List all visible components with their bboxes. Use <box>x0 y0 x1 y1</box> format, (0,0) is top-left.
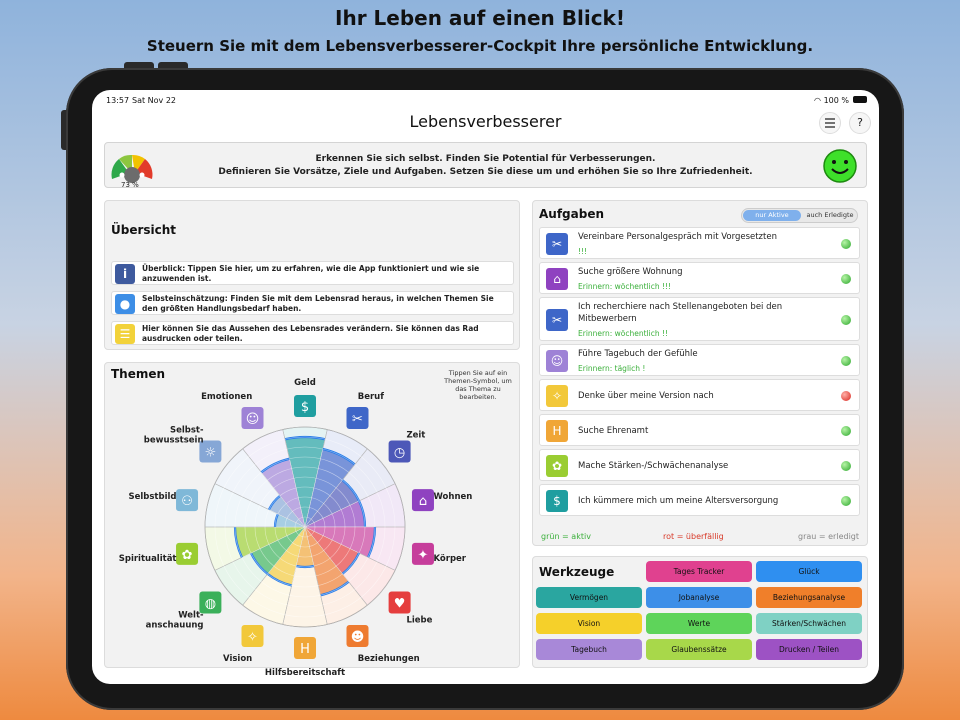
task-item[interactable] <box>539 484 860 516</box>
topic-label: Selbst-bewusstsein <box>143 425 204 446</box>
sliders-icon: ☰ <box>115 324 135 344</box>
house-icon: ⌂ <box>546 268 568 290</box>
task-reminder: !!! <box>578 247 588 256</box>
status-time: 13:57 <box>106 96 130 105</box>
task-item[interactable] <box>539 262 860 294</box>
task-item[interactable] <box>539 297 860 341</box>
status-dot <box>841 315 851 325</box>
task-item[interactable] <box>539 227 860 259</box>
topic-glyph: ⚇ <box>181 494 193 510</box>
topic-label: Welt-anschauung <box>145 610 204 631</box>
money-icon: $ <box>546 490 568 512</box>
status-dot <box>841 426 851 436</box>
topic-label: Vision <box>223 654 253 665</box>
topic-label: Beziehungen <box>357 654 420 665</box>
tool-button[interactable]: Stärken/Schwächen <box>756 613 862 634</box>
tools-icon: ✂ <box>546 309 568 331</box>
overview-panel <box>104 200 520 350</box>
topic-label: Liebe <box>406 615 433 626</box>
status-battery-text: ◠ 100 % <box>814 96 849 105</box>
topic-glyph: ◷ <box>393 445 406 461</box>
task-filter <box>741 208 858 223</box>
topic-glyph: ☻ <box>350 630 365 646</box>
topic-glyph: $ <box>300 400 310 415</box>
battery-icon <box>853 96 867 103</box>
help-sign-icon[interactable] <box>294 637 316 659</box>
topic-glyph: ☼ <box>204 445 217 461</box>
tool-button[interactable]: Vermögen <box>536 587 642 608</box>
help-icon: ? <box>857 116 863 129</box>
task-item[interactable] <box>539 414 860 446</box>
topic-label: Hilfsbereitschaft <box>264 668 346 678</box>
tool-button[interactable]: Tagebuch <box>536 639 642 660</box>
task-reminder: Erinnern: täglich ! <box>578 364 646 373</box>
task-text: Mache Stärken-/Schwächenanalyse <box>578 461 729 471</box>
task-text: Denke über meine Version nach <box>578 391 714 401</box>
tasks-title: Aufgaben <box>539 207 605 221</box>
tool-button[interactable]: Drucken / Teilen <box>756 639 862 660</box>
topic-label: Emotionen <box>201 391 253 402</box>
task-reminder: Erinnern: wöchentlich !! <box>578 329 668 338</box>
app-screen <box>92 90 879 684</box>
topic-glyph: ✦ <box>417 547 429 563</box>
smiley-icon <box>822 148 858 184</box>
task-text: Ich recherchiere nach Stellenangeboten bei den Mitbewerbern <box>578 302 783 324</box>
tools-panel <box>532 556 868 668</box>
themes-hint: Tippen Sie auf ein Themen-Symbol, um das Thema zu bearbeiten. <box>444 369 512 401</box>
task-text: Suche größere Wohnung <box>578 267 683 277</box>
topic-glyph: H <box>300 642 310 657</box>
task-text: Führe Tagebuch der Gefühle <box>578 349 698 359</box>
money-icon[interactable] <box>294 395 316 417</box>
topic-label: Selbstbild <box>128 491 177 502</box>
topic-label: Körper <box>433 554 467 565</box>
menu-icon <box>824 118 836 128</box>
menu-button[interactable] <box>819 112 841 134</box>
tools-icon: ✂ <box>546 233 568 255</box>
pray-icon: ✿ <box>546 455 568 477</box>
person-icon: ● <box>115 294 135 314</box>
people-icon[interactable] <box>346 625 368 647</box>
tool-button[interactable]: Tages Tracker <box>646 561 752 582</box>
emotion-icon[interactable] <box>242 407 264 429</box>
tool-button[interactable]: Glück <box>756 561 862 582</box>
legend-grey: grau = erledigt <box>798 532 859 541</box>
status-date: Sat Nov 22 <box>132 96 176 105</box>
tool-button[interactable]: Glaubenssätze <box>646 639 752 660</box>
themes-title: Themen <box>111 367 166 381</box>
topic-label: Geld <box>294 378 316 388</box>
topic-label: Spiritualität <box>118 554 177 565</box>
overview-item-text: Selbsteinschätzung: Finden Sie mit dem Lebensrad heraus, in welchen Themen Sie den größten Handlungsbedarf haben. <box>142 294 494 313</box>
overview-item[interactable] <box>111 321 514 345</box>
status-dot <box>841 356 851 366</box>
topic-glyph: ◍ <box>204 596 217 612</box>
tools-icon[interactable] <box>346 407 368 429</box>
overview-title: Übersicht <box>111 223 177 237</box>
legend-red: rot = überfällig <box>663 532 724 541</box>
task-item[interactable] <box>539 379 860 411</box>
tool-button[interactable]: Vision <box>536 613 642 634</box>
topic-label: Wohnen <box>433 491 473 502</box>
topic-label: Beruf <box>357 391 384 402</box>
body-icon[interactable] <box>412 543 434 565</box>
tool-button[interactable]: Werte <box>646 613 752 634</box>
compass-icon[interactable] <box>242 625 264 647</box>
topic-glyph: ♥ <box>393 596 406 612</box>
task-item[interactable] <box>539 344 860 376</box>
filter-done-button[interactable]: auch Erledigte <box>806 211 854 219</box>
status-dot <box>841 461 851 471</box>
help-button[interactable] <box>849 112 871 134</box>
info-icon: i <box>115 264 135 284</box>
themes-panel <box>104 362 520 678</box>
overview-item-text: Überblick: Tippen Sie hier, um zu erfahren, wie die App funktioniert und wie sie anzuwenden ist. <box>142 264 480 283</box>
banner <box>104 142 867 188</box>
help-sign-icon: H <box>546 420 568 442</box>
gauge-percent: 73 % <box>121 181 139 189</box>
page-subtitle: Steuern Sie mit dem Lebensverbesserer-Cockpit Ihre persönliche Entwicklung. <box>146 37 814 55</box>
task-text: Vereinbare Personalgespräch mit Vorgesetzten <box>578 232 777 242</box>
overview-item-text: Hier können Sie das Aussehen des Lebensrades verändern. Sie können das Rad ausdrucken oder teilen. <box>142 324 479 343</box>
task-reminder: Erinnern: wöchentlich !!! <box>578 282 671 291</box>
banner-text: Erkennen Sie sich selbst. Finden Sie Potential für Verbesserungen. Definieren Sie Vorsätze, Ziele und Aufgaben. Setzen Sie diese um und erhöhen Sie so Ihre Zufriedenheit. <box>218 154 753 177</box>
filter-active-button[interactable]: nur Aktive <box>743 210 801 221</box>
topic-glyph: ☺ <box>245 411 260 427</box>
tasks-panel <box>532 200 868 546</box>
mirror-icon[interactable] <box>176 489 198 511</box>
topic-glyph: ✧ <box>247 630 258 646</box>
tools-title: Werkzeuge <box>539 565 615 579</box>
page-title: Ihr Leben auf einen Blick! <box>335 6 625 30</box>
wifi-icon: ◠ <box>814 96 824 105</box>
emotion-icon: ☺ <box>546 350 568 372</box>
topic-glyph: ⌂ <box>418 494 428 510</box>
tool-button[interactable]: Beziehungsanalyse <box>756 587 862 608</box>
topic-label: Zeit <box>406 430 426 441</box>
compass-icon: ✧ <box>546 385 568 407</box>
app-title: Lebensverbesserer <box>409 112 562 131</box>
status-dot <box>841 391 851 401</box>
heart-icon[interactable] <box>389 591 411 613</box>
status-dot <box>841 496 851 506</box>
task-item[interactable] <box>539 449 860 481</box>
tool-button[interactable]: Jobanalyse <box>646 587 752 608</box>
task-text: Ich kümmere mich um meine Altersversorgung <box>578 496 779 506</box>
clock-icon[interactable] <box>389 441 411 463</box>
status-dot <box>841 274 851 284</box>
task-text: Suche Ehrenamt <box>578 426 649 436</box>
overview-item[interactable] <box>111 261 514 285</box>
life-wheel <box>105 363 521 678</box>
legend-green: grün = aktiv <box>541 532 591 541</box>
pray-icon[interactable] <box>176 543 198 565</box>
status-dot <box>841 239 851 249</box>
house-icon[interactable] <box>412 489 434 511</box>
overview-item[interactable] <box>111 291 514 315</box>
topic-glyph: ✿ <box>181 547 193 563</box>
topic-glyph: ✂ <box>352 411 363 427</box>
